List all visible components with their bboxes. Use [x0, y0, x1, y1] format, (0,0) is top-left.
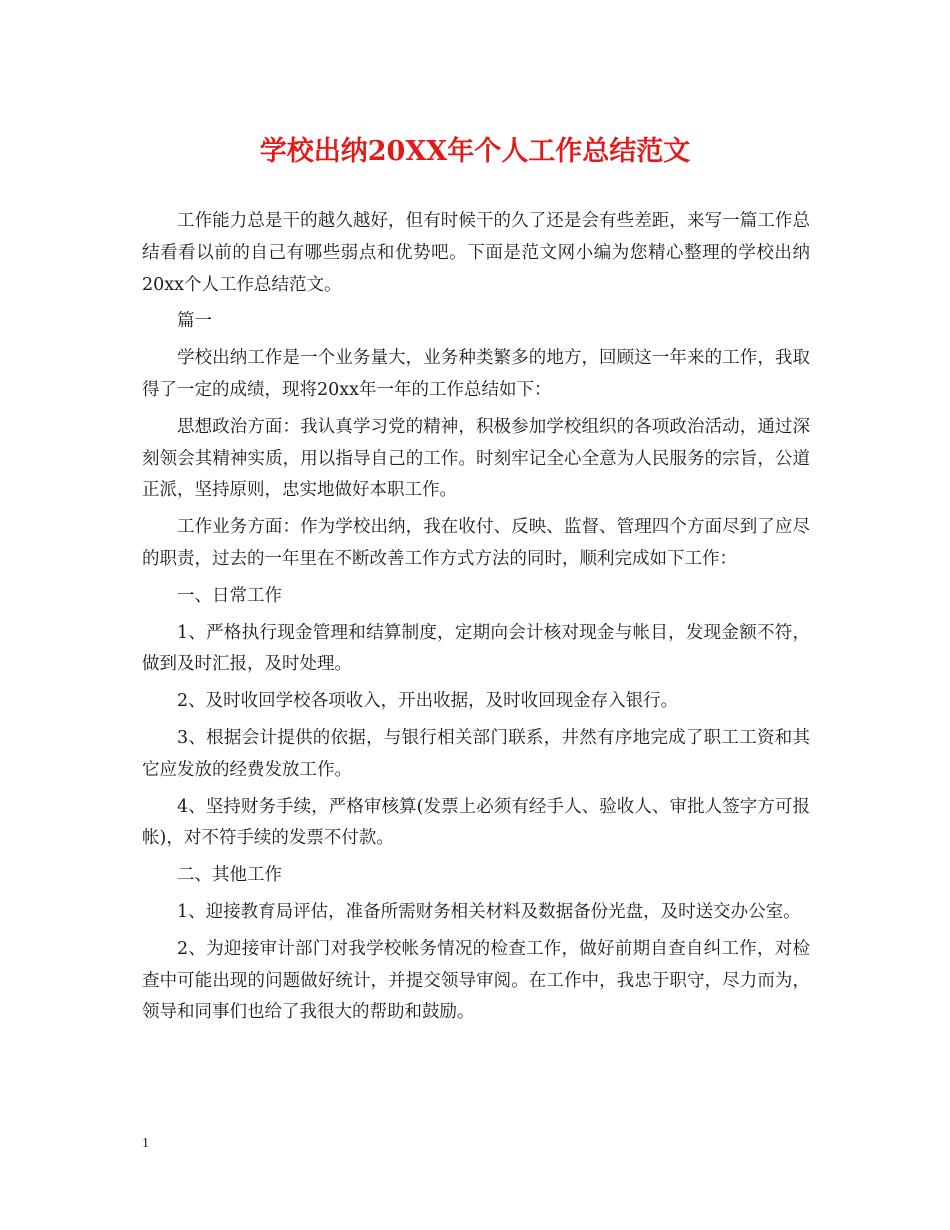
list-item: 2、及时收回学校各项收入，开出收据，及时收回现金存入银行。 [177, 691, 679, 712]
paragraph-subheading: 二、其他工作 [177, 865, 282, 886]
list-item: 2、为迎接审计部门对我学校帐务情况的检查工作，做好前期自查自纠工作，对检查中可能出现的问题做好统计，并提交领导审阅。在工作中，我忠于职守，尽力而为，领导和同事们也给了我很大的帮助和鼓励。 [142, 938, 810, 1023]
paragraph: 学校出纳工作是一个业务量大，业务种类繁多的地方，回顾这一年来的工作，我取得了一定的成绩，现将20xx年一年的工作总结如下： [142, 348, 810, 400]
paragraph: 工作业务方面：作为学校出纳，我在收付、反映、监督、管理四个方面尽到了应尽的职责，过去的一年里在不断改善工作方式方法的同时，顺利完成如下工作： [142, 517, 810, 569]
document-title: 学校出纳20XX年个人工作总结范文 [259, 136, 691, 167]
page-number: 1 [142, 1136, 149, 1151]
list-item: 1、严格执行现金管理和结算制度，定期向会计核对现金与帐目，发现金额不符，做到及时汇报，及时处理。 [142, 622, 810, 675]
paragraph-section-heading: 篇一 [177, 311, 212, 332]
list-item: 3、根据会计提供的依据，与银行相关部门联系，井然有序地完成了职工工资和其它应发放的经费发放工作。 [142, 727, 810, 780]
paragraph-intro: 工作能力总是干的越久越好，但有时候干的久了还是会有些差距，来写一篇工作总结看看以前的自己有哪些弱点和优势吧。下面是范文网小编为您精心整理的学校出纳20xx个人工作总结范文。 [142, 211, 810, 295]
paragraph: 思想政治方面：我认真学习党的精神，积极参加学校组织的各项政治活动，通过深刻领会其精神实质，用以指导自己的工作。时刻牢记全心全意为人民服务的宗旨，公道正派，坚持原则，忠实地做好本职工作。 [142, 416, 810, 501]
list-item: 1、迎接教育局评估，准备所需财务相关材料及数据备份光盘，及时送交办公室。 [177, 901, 801, 922]
list-item: 4、坚持财务手续，严格审核算(发票上必须有经手人、验收人、审批人签字方可报帐)，对不符手续的发票不付款。 [142, 796, 810, 849]
paragraph-subheading: 一、日常工作 [177, 585, 282, 606]
document-body [142, 206, 810, 1034]
